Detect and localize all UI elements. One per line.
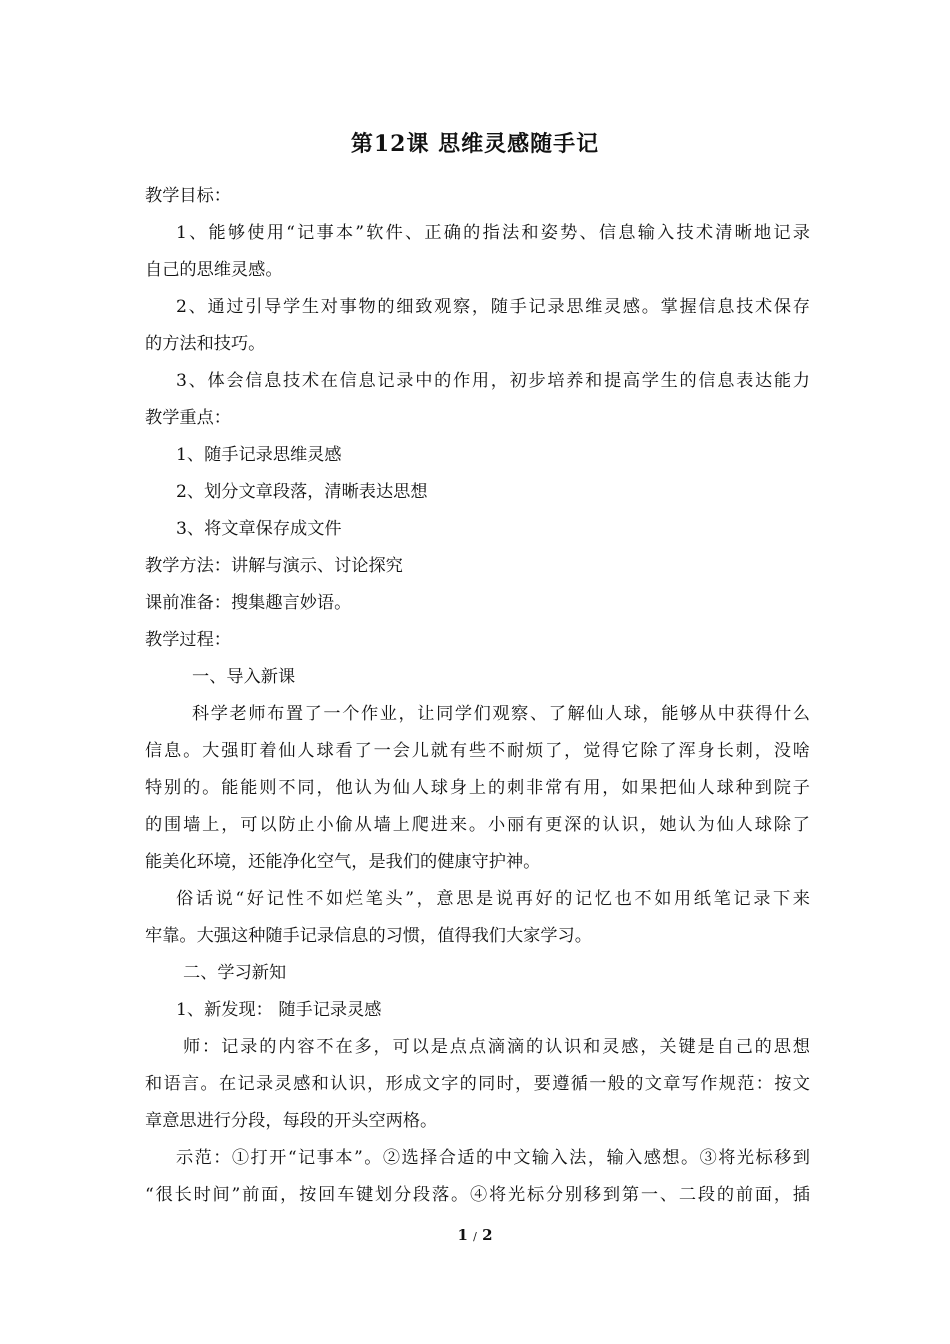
heading-key-points: 教学重点： — [145, 408, 231, 428]
list-item: 3、将文章保存成文件 — [176, 519, 342, 539]
lesson-title: 第12课 思维灵感随手记 — [350, 131, 600, 157]
teaching-methods: 教学方法：讲解与演示、讨论探究 — [145, 556, 403, 576]
paragraph-line: 科学老师布置了一个作业，让同学们观察、了解仙人球，能够从中获得什么 — [192, 704, 810, 724]
paragraph-line: 1、能够使用“记事本”软件、正确的指法和姿势、信息输入技术清晰地记录 — [176, 223, 810, 243]
heading-process: 教学过程： — [145, 630, 231, 650]
paragraph-line: 牢靠。大强这种随手记录信息的习惯，值得我们大家学习。 — [145, 926, 592, 946]
page-current: 1 — [457, 1226, 468, 1244]
paragraph-line: 信息。大强盯着仙人球看了一会儿就有些不耐烦了，觉得它除了浑身长刺，没啥 — [145, 741, 810, 761]
paragraph-line: 的方法和技巧。 — [145, 334, 266, 354]
page-separator: / — [473, 1230, 477, 1243]
paragraph-line: 3、体会信息技术在信息记录中的作用，初步培养和提高学生的信息表达能力 — [176, 371, 810, 391]
list-item: 2、划分文章段落，清晰表达思想 — [176, 482, 428, 502]
paragraph-line: 示范：①打开“记事本”。②选择合适的中文输入法，输入感想。③将光标移到 — [176, 1148, 810, 1168]
paragraph-line: 特别的。能能则不同，他认为仙人球身上的刺非常有用，如果把仙人球种到院子 — [145, 778, 810, 798]
list-item: 1、随手记录思维灵感 — [176, 445, 342, 465]
paragraph-line: 和语言。在记录灵感和认识，形成文字的同时，要遵循一般的文章写作规范：按文 — [145, 1074, 810, 1094]
paragraph-line: 章意思进行分段，每段的开头空两格。 — [145, 1111, 438, 1131]
section-heading: 一、导入新课 — [192, 667, 296, 687]
paragraph-line: 能美化环境，还能净化空气，是我们的健康守护神。 — [145, 852, 541, 872]
heading-objectives: 教学目标： — [145, 186, 231, 206]
page-total: 2 — [482, 1226, 493, 1244]
preparation: 课前准备：搜集趣言妙语。 — [145, 593, 352, 613]
subsection-heading: 1、新发现： 随手记录灵感 — [176, 1000, 382, 1020]
paragraph-line: 师：记录的内容不在多，可以是点点滴滴的认识和灵感，关键是自己的思想 — [183, 1037, 810, 1057]
paragraph-line: 俗话说“好记性不如烂笔头”，意思是说再好的记忆也不如用纸笔记录下来 — [176, 889, 810, 909]
paragraph-line: 自己的思维灵感。 — [145, 260, 283, 280]
page-number — [0, 1226, 950, 1244]
paragraph-line: 的围墙上，可以防止小偷从墙上爬进来。小丽有更深的认识，她认为仙人球除了 — [145, 815, 810, 835]
section-heading: 二、学习新知 — [183, 963, 287, 983]
paragraph-line: “很长时间”前面，按回车键划分段落。④将光标分别移到第一、二段的前面，插 — [145, 1185, 810, 1205]
paragraph-line: 2、通过引导学生对事物的细致观察，随手记录思维灵感。掌握信息技术保存 — [176, 297, 810, 317]
